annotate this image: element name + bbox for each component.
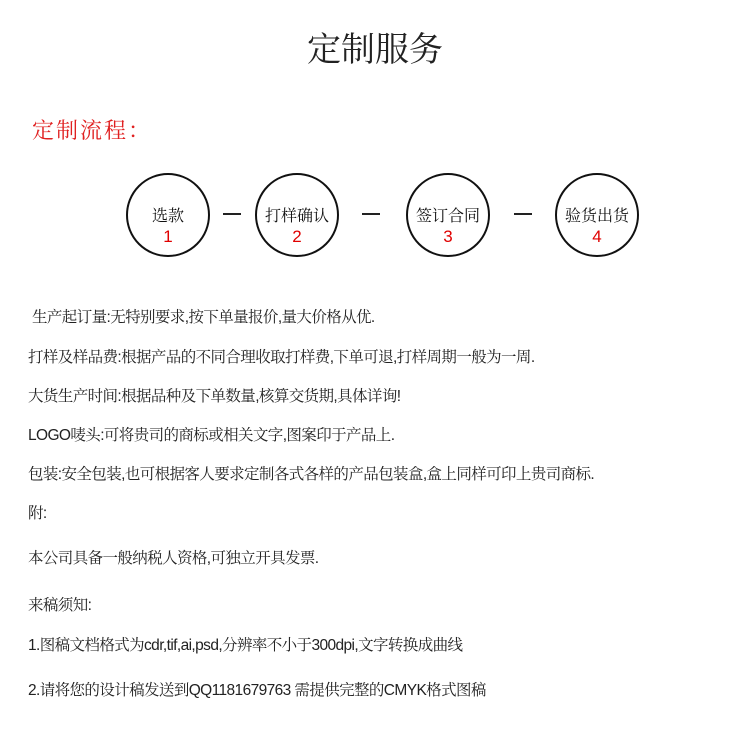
page-title: 定制服务 [307, 31, 443, 69]
step-label: 验货出货 [564, 208, 629, 225]
info-line: 打样及样品费:根据产品的不同合理收取打样费,下单可退,打样周期一般为一周. [28, 349, 535, 366]
step-number: 3 [443, 227, 453, 246]
step-circle [555, 173, 639, 257]
step-number: 4 [592, 227, 602, 246]
info-line: 本公司具备一般纳税人资格,可独立开具发票. [28, 550, 319, 567]
step-number: 1 [163, 227, 173, 246]
info-line: 附: [28, 505, 47, 522]
info-line: LOGO唛头:可将贵司的商标或相关文字,图案印于产品上. [28, 427, 395, 444]
connector-dash [223, 213, 241, 215]
info-line: 1.图稿文档格式为cdr,tif,ai,psd,分辨率不小于300dpi,文字转换成曲线 [28, 637, 463, 654]
connector-dash [362, 213, 380, 215]
connector-dash [514, 213, 532, 215]
info-line: 生产起订量:无特别要求,按下单量报价,量大价格从优. [32, 309, 375, 326]
step-label: 选款 [151, 208, 184, 225]
step-circle [126, 173, 210, 257]
step-circle [255, 173, 339, 257]
step-number: 2 [292, 227, 302, 246]
info-line: 来稿须知: [28, 597, 92, 614]
step-label: 签订合同 [415, 208, 480, 225]
info-line: 2.请将您的设计稿发送到QQ1181679763 需提供完整的CMYK格式图稿 [28, 682, 486, 699]
step-label: 打样确认 [264, 208, 329, 225]
step-circle [406, 173, 490, 257]
flow-heading: 定制流程： [32, 119, 153, 144]
info-line: 包装:安全包装,也可根据客人要求定制各式各样的产品包装盒,盒上同样可印上贵司商标. [28, 466, 595, 483]
info-line: 大货生产时间:根据品种及下单数量,核算交货期,具体详询! [28, 388, 401, 405]
